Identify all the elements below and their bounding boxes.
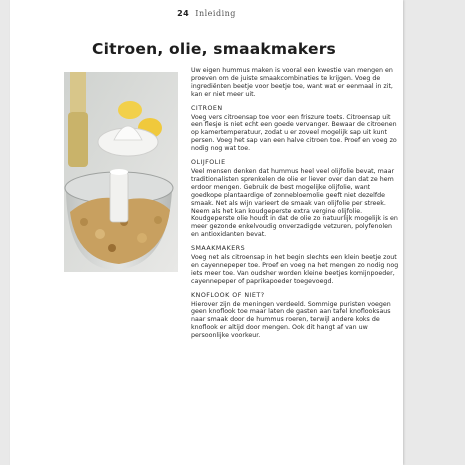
- section-text-smaakmakers: Voeg net als citroensap in het begin slechts een klein beetje zout en cayennepeper toe. Proef en voeg na het mengen zo nodig nog iets meer toe. Van oudsher worden kleine beetjes komijnpoeder, cayennepeper of paprikapoeder toegevoegd.: [191, 254, 399, 285]
- section-heading-olijfolie: OLIJFOLIE: [191, 159, 226, 167]
- book-page: [10, 0, 403, 465]
- running-header: [10, 9, 403, 18]
- section-heading-smaakmakers: SMAAKMAKERS: [191, 245, 246, 253]
- section-text-knoflook: Hierover zijn de meningen verdeeld. Sommige puristen voegen geen knoflook toe maar laten de gasten aan tafel knoflooksaus naar smaak door de hummus roeren, terwijl andere koks de knoflook er altijd door mengen. Ook dit hangt af van uw persoonlijke voorkeur.: [191, 300, 391, 340]
- section-heading-knoflook: KNOFLOOK OF NIET?: [191, 291, 265, 299]
- section-text-olijfolie: Veel mensen denken dat hummus heel veel olijfolie bevat, maar traditionalisten sprenkelen de olie er liever over dan dat ze hem erdoor mengen. Gebruik de best mogelijke olijfolie, want goedkope plantaardige of zonnebloemolie geeft niet dezelfde smaak. Net als wijn varieert de smaak van olijfolie per streek. Neem als het kan koudgeperste extra vergine olijfolie. Koudgeperste olie houdt in dat de olie zo natuurlijk mogelijk is en meer gezonde enkelvoudig onverzadigde vetzuren, polyfenolen en antioxidanten bevat.: [191, 167, 398, 239]
- section-name: Inleiding: [195, 9, 236, 18]
- article-body: [191, 67, 399, 346]
- section-text-citroen: Voeg vers citroensap toe voor een friszure toets. Citroensap uit een flesje is niet echt een goede vervanger. Bewaar de citroenen op kamertemperatuur, zodat u er zoveel mogelijk sap uit kunt persen. Voeg het sap van een halve citroen toe. Proef en voeg zo nodig nog wat toe.: [191, 113, 397, 153]
- section-heading-citroen: CITROEN: [191, 104, 223, 112]
- page-number: 24: [177, 9, 190, 18]
- food-processor-photo: [64, 72, 178, 272]
- intro-paragraph: Uw eigen hummus maken is vooral een kwestie van mengen en proeven om de juiste smaakcombinaties te krijgen. Voeg de ingrediënten beetje voor beetje toe, want wat er eenmaal in zit, kan er niet meer uit.: [191, 67, 393, 98]
- page-title: Citroen, olie, smaakmakers: [92, 40, 336, 58]
